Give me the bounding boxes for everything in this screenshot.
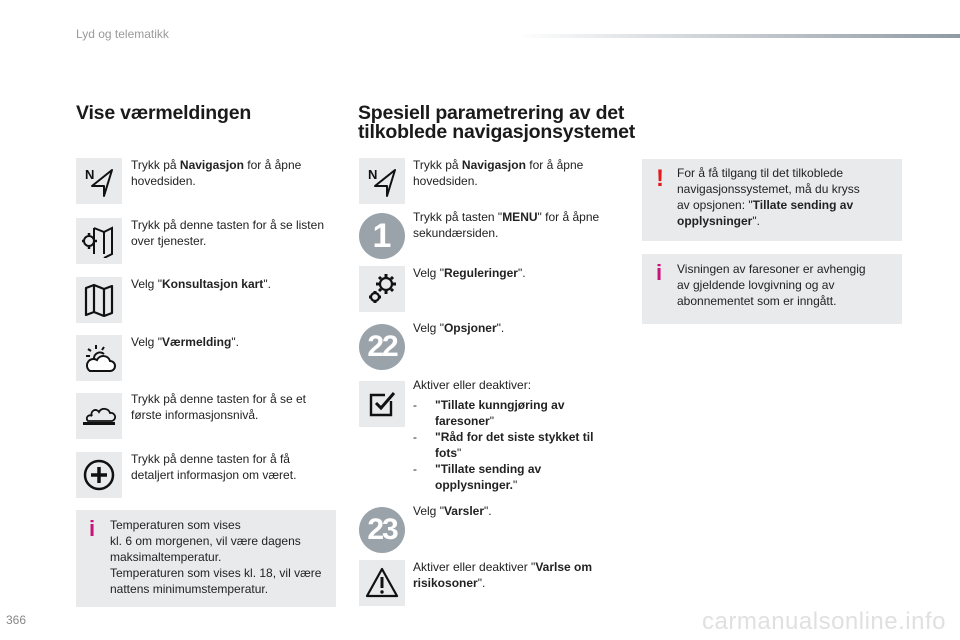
weather-icon xyxy=(82,341,116,375)
left-step-5-text: Trykk på denne tasten for å se et første informasjonsnivå. xyxy=(131,392,306,422)
left-step-2-text: Trykk på denne tasten for å se listen over tjenester. xyxy=(131,218,324,248)
services-apps-icon xyxy=(82,224,116,258)
option-item: - "Tillate sending av opplysninger." xyxy=(413,462,542,492)
checkbox-button[interactable] xyxy=(359,381,405,427)
gears-icon xyxy=(365,272,399,306)
navigation-button[interactable] xyxy=(76,158,122,204)
access-warning-note xyxy=(642,159,902,241)
navigation-button-2[interactable] xyxy=(359,158,405,204)
middle-step-2-text: Trykk på tasten "MENU" for å åpne sekundærsiden. xyxy=(413,210,600,240)
middle-step-4-text: Velg "Opsjoner". xyxy=(413,321,505,335)
warning-triangle-icon xyxy=(365,566,399,600)
middle-step-7-text: Aktiver eller deaktiver "Varlse om risikosoner". xyxy=(413,560,593,590)
temperature-info-note xyxy=(76,510,336,607)
left-step-4-text: Velg "Værmelding". xyxy=(131,335,239,349)
left-heading: Vise værmeldingen xyxy=(76,102,252,124)
risk-zone-button[interactable] xyxy=(359,560,405,606)
option-item: - "Råd for det siste stykket til fots" xyxy=(413,430,594,460)
map-icon xyxy=(82,283,116,317)
info-icon: i xyxy=(656,260,663,285)
map-button[interactable] xyxy=(76,277,122,323)
weather-button[interactable] xyxy=(76,335,122,381)
watermark: carmanualsonline.info xyxy=(702,608,946,635)
info-level-button[interactable] xyxy=(76,393,122,439)
navigation-n-icon xyxy=(365,164,399,198)
middle-step-1-text: Trykk på Navigasjon for å åpne hovedsiden. xyxy=(413,158,584,188)
detail-button[interactable] xyxy=(76,452,122,498)
risk-zones-info-note xyxy=(642,254,902,324)
svg-text:N: N xyxy=(368,167,378,182)
info-icon: i xyxy=(89,516,96,541)
left-step-1-text: Trykk på Navigasjon for å åpne hovedsiden. xyxy=(131,158,302,188)
checkbox-icon xyxy=(365,387,399,421)
services-button[interactable] xyxy=(76,218,122,264)
risk-zones-info-text: Visningen av faresoner er avhengig av gjeldende lovgivning og av abonnementet som er inngått. xyxy=(677,262,866,308)
header-divider xyxy=(515,34,960,38)
step-number-1: 1 xyxy=(359,213,405,259)
svg-text:N: N xyxy=(85,167,95,182)
warning-exclamation-icon: ! xyxy=(656,165,664,192)
plus-icon xyxy=(82,458,116,492)
left-step-3-text: Velg "Konsultasjon kart". xyxy=(131,277,271,291)
cloud-bar-icon xyxy=(82,399,116,433)
middle-step-3-text: Velg "Reguleringer". xyxy=(413,266,526,280)
step-number-22: 22 xyxy=(359,324,405,370)
option-item: - "Tillate kunngjøring av faresoner" xyxy=(413,398,565,428)
access-warning-text: For å få tilgang til det tilkoblede navigasjonssystemet, må du kryss av opsjonen: "Tillate sending av opplysninger". xyxy=(677,166,860,228)
left-step-6-text: Trykk på denne tasten for å få detaljert informasjon om været. xyxy=(131,452,297,482)
section-title: Lyd og telematikk xyxy=(76,27,169,41)
middle-heading: Spesiell parametrering av det tilkoblede navigasjonsystemet xyxy=(358,102,636,143)
middle-step-6-text: Velg "Varsler". xyxy=(413,504,492,518)
step-number-23: 23 xyxy=(359,507,405,553)
middle-step-5-text: Aktiver eller deaktiver: - "Tillate kunngjøring av faresoner" - "Råd for det siste stykket til fots" - "Tillate sending av opplysninger." xyxy=(413,377,613,493)
page-number: 366 xyxy=(6,613,27,627)
navigation-n-icon xyxy=(82,164,116,198)
settings-button[interactable] xyxy=(359,266,405,312)
temperature-info-text: Temperaturen som vises kl. 6 om morgenen, vil være dagens maksimaltemperatur. Temperaturen som vises kl. 18, vil være nattens minimumstemperatur. xyxy=(110,518,322,596)
